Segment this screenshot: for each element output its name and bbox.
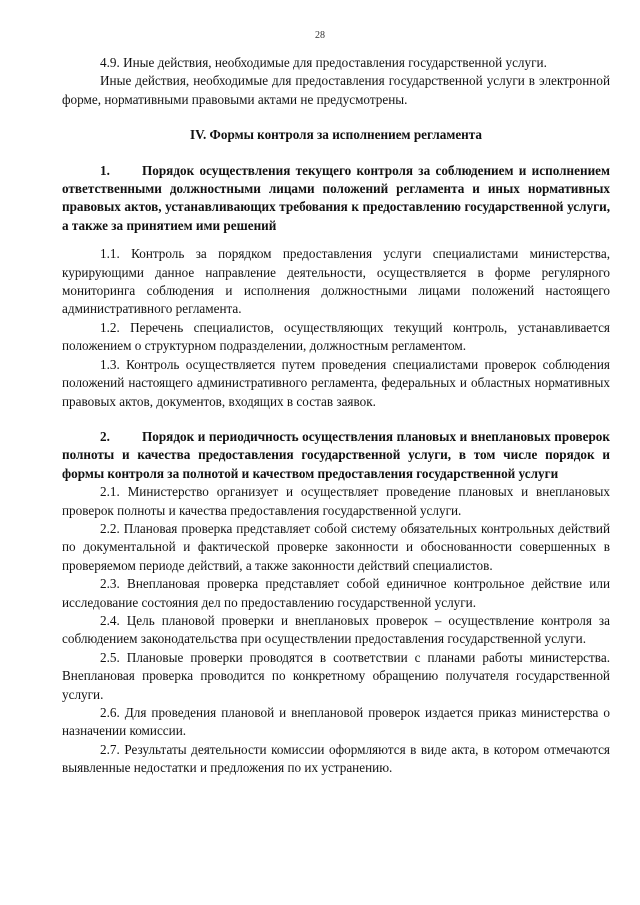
heading-1 (62, 162, 610, 236)
paragraph-1-2: 1.2. Перечень специалистов, осуществляющих текущий контроль, устанавливается положением о структурном подразделении, должностным регламентом. (62, 319, 610, 354)
paragraph-4-9: 4.9. Иные действия, необходимые для предоставления государственной услуги. (100, 55, 547, 70)
paragraph-2-2: 2.2. Плановая проверка представляет собой систему обязательных контрольных действий по документальной и фактической проверке законности и обоснованности совершенных в проверяемом периоде действий, а также законности действий специалистов. (62, 520, 610, 573)
heading-1-number: 1. (100, 162, 110, 178)
paragraph-1-1: 1.1. Контроль за порядком предоставления услуги специалистами министерства, курирующими данное направление деятельности, осуществляется в форме регулярного мониторинга соблюдения и исполнения должностными лицами положений настоящего административного регламента. (62, 246, 610, 317)
paragraph-2-3: 2.3. Внеплановая проверка представляет собой единичное контрольное действие или исследование состояния дел по предоставлению государственной услуги. (62, 576, 610, 610)
paragraph-2-6: 2.6. Для проведения плановой и внеплановой проверок издается приказ министерства о назначении комиссии. (62, 705, 610, 739)
heading-2 (62, 428, 610, 483)
document-body (62, 54, 610, 778)
heading-1-text: Порядок осуществления текущего контроля за соблюдением и исполнением ответственными должностными лицами положений регламента и иных нормативных правовых актов, устанавливающих требования к предоставлению государственной услуги, а также за принятием ими решений (62, 162, 610, 233)
heading-2-number: 2. (100, 428, 110, 444)
paragraph-2-4: 2.4. Цель плановой проверки и внеплановых проверок – осуществление контроля за соблюдением законодательства при осуществлении предоставления государственной услуги. (62, 612, 610, 647)
section-title: IV. Формы контроля за исполнением регламента (189, 127, 483, 143)
paragraph-4-9-text: Иные действия, необходимые для предоставления государственной услуги в электронной форме, нормативными правовыми актами не предусмотрены. (62, 73, 610, 107)
heading-2-text: Порядок и периодичность осуществления плановых и внеплановых проверок полноты и качества предоставления государственной услуги, в том числе порядок и формы контроля за полнотой и качеством предоставления государственной услуги (62, 428, 610, 481)
paragraph-2-5: 2.5. Плановые проверки проводятся в соответствии с планами работы министерства. Внеплановая проверка проводится по конкретному обращению получателя государственной услуги. (62, 649, 610, 702)
paragraph-2-1: 2.1. Министерство организует и осуществляет проведение плановых и внеплановых проверок полноты и качества предоставления государственной услуги. (62, 484, 610, 518)
page-number: 28 (315, 30, 325, 41)
paragraph-2-7: 2.7. Результаты деятельности комиссии оформляются в виде акта, в котором отмечаются выявленные недостатки и предложения по их устранению. (62, 741, 610, 776)
paragraph-1-3: 1.3. Контроль осуществляется путем проведения специалистами проверок соблюдения положений настоящего административного регламента, федеральных и областных нормативных правовых актов, документов, входящих в состав заявок. (62, 356, 610, 409)
